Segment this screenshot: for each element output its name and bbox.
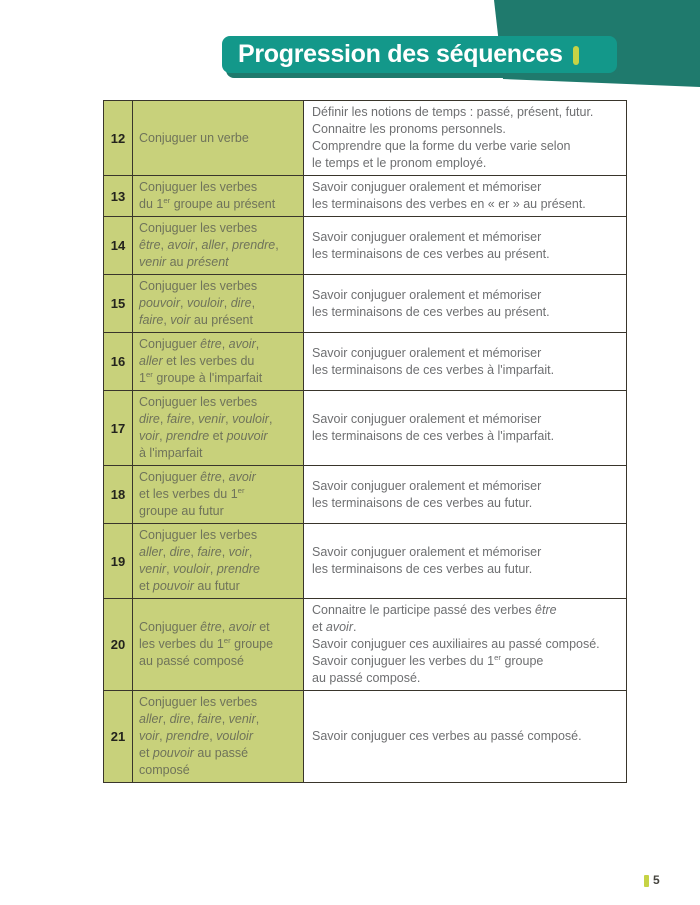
sequence-number-cell: 16 bbox=[104, 333, 133, 391]
table-row bbox=[104, 101, 627, 176]
sequence-objectives-cell: Connaitre le participe passé des verbes être et avoir. Savoir conjuguer ces auxiliaires au passé composé. Savoir conjuguer les verbes du 1er groupe au passé composé. bbox=[304, 599, 627, 691]
page-number-accent-bar bbox=[644, 875, 649, 887]
sequence-number-cell: 14 bbox=[104, 217, 133, 275]
sequence-objectives-cell: Définir les notions de temps : passé, présent, futur. Connaitre les pronoms personnels. Comprendre que la forme du verbe varie selon le temps et le pronom employé. bbox=[304, 101, 627, 176]
table-row bbox=[104, 524, 627, 599]
sequence-table-body bbox=[104, 101, 627, 783]
table-row bbox=[104, 391, 627, 466]
sequence-number-cell: 18 bbox=[104, 466, 133, 524]
sequence-number-cell: 13 bbox=[104, 176, 133, 217]
table-row bbox=[104, 176, 627, 217]
sequence-number-cell: 12 bbox=[104, 101, 133, 176]
sequence-number-cell: 19 bbox=[104, 524, 133, 599]
sequence-objectives-cell: Savoir conjuguer oralement et mémoriser les terminaisons de ces verbes au futur. bbox=[304, 524, 627, 599]
sequence-objectives-cell: Savoir conjuguer oralement et mémoriser les terminaisons des verbes en « er » au présent. bbox=[304, 176, 627, 217]
sequence-number-cell: 20 bbox=[104, 599, 133, 691]
sequence-title-cell: Conjuguer les verbes du 1er groupe au présent bbox=[133, 176, 304, 217]
sequence-number-cell: 15 bbox=[104, 275, 133, 333]
table-row bbox=[104, 217, 627, 275]
table-row bbox=[104, 275, 627, 333]
page-number: 5 bbox=[653, 873, 660, 887]
sequence-objectives-cell: Savoir conjuguer oralement et mémoriser les terminaisons de ces verbes au présent. bbox=[304, 275, 627, 333]
table-row bbox=[104, 691, 627, 783]
sequence-title-cell: Conjuguer être, avoir et les verbes du 1er groupe au futur bbox=[133, 466, 304, 524]
sequence-objectives-cell: Savoir conjuguer oralement et mémoriser les terminaisons de ces verbes à l'imparfait. bbox=[304, 333, 627, 391]
page-footer bbox=[644, 873, 660, 887]
page-title: Progression des séquences bbox=[238, 40, 563, 68]
sequence-title-cell: Conjuguer les verbes aller, dire, faire, voir, venir, vouloir, prendre et pouvoir au futur bbox=[133, 524, 304, 599]
sequence-objectives-cell: Savoir conjuguer oralement et mémoriser les terminaisons de ces verbes à l'imparfait. bbox=[304, 391, 627, 466]
sequence-title-cell: Conjuguer les verbes être, avoir, aller, prendre, venir au présent bbox=[133, 217, 304, 275]
sequence-title-cell: Conjuguer les verbes dire, faire, venir, vouloir, voir, prendre et pouvoir à l'imparfait bbox=[133, 391, 304, 466]
sequence-title-cell: Conjuguer être, avoir, aller et les verbes du 1er groupe à l'imparfait bbox=[133, 333, 304, 391]
table-row bbox=[104, 599, 627, 691]
table-row bbox=[104, 466, 627, 524]
sequence-number-cell: 21 bbox=[104, 691, 133, 783]
sequence-title-cell: Conjuguer les verbes pouvoir, vouloir, dire, faire, voir au présent bbox=[133, 275, 304, 333]
title-accent-bar bbox=[573, 46, 579, 65]
sequence-number-cell: 17 bbox=[104, 391, 133, 466]
title-banner bbox=[222, 36, 617, 73]
sequence-objectives-cell: Savoir conjuguer oralement et mémoriser les terminaisons de ces verbes au présent. bbox=[304, 217, 627, 275]
sequence-title-cell: Conjuguer un verbe bbox=[133, 101, 304, 176]
sequence-objectives-cell: Savoir conjuguer ces verbes au passé composé. bbox=[304, 691, 627, 783]
sequence-title-cell: Conjuguer être, avoir et les verbes du 1er groupe au passé composé bbox=[133, 599, 304, 691]
table-row bbox=[104, 333, 627, 391]
sequence-table bbox=[103, 100, 627, 783]
sequence-objectives-cell: Savoir conjuguer oralement et mémoriser les terminaisons de ces verbes au futur. bbox=[304, 466, 627, 524]
sequence-title-cell: Conjuguer les verbes aller, dire, faire, venir, voir, prendre, vouloir et pouvoir au passé composé bbox=[133, 691, 304, 783]
